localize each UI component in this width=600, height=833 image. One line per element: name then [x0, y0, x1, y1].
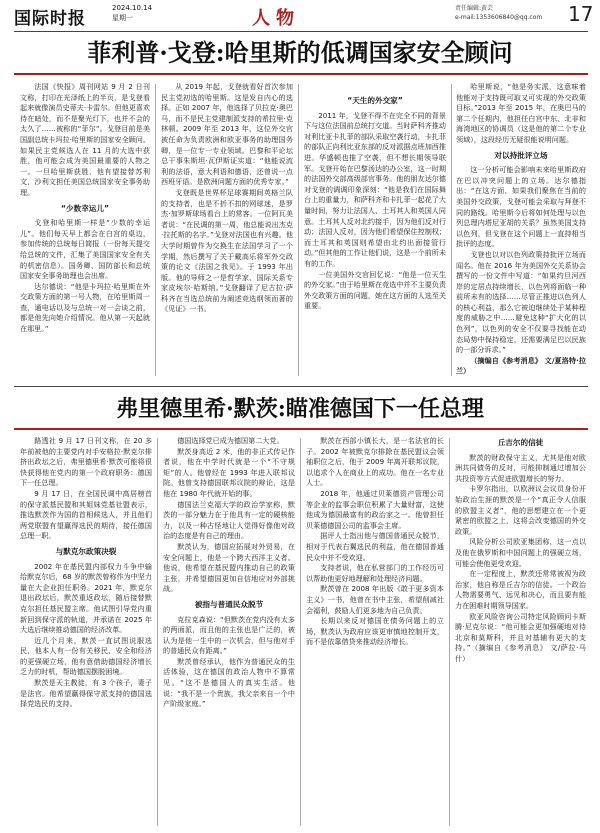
article2-column-1 — [20, 436, 152, 828]
paragraph: 2018 年，他通过贝莱德资产管理公司等企业的监事会职位积累了大量财富，这使他成为德国最富有的政治家之一。他曾担任贝莱德德国公司的监事会主席。 — [306, 488, 444, 530]
paragraph: 德国选择党已成为德国第二大党。 — [177, 436, 284, 445]
masthead — [0, 0, 600, 32]
article1-title-rule — [14, 73, 588, 75]
column-divider — [449, 438, 450, 826]
subheading: “天生的外交家” — [347, 96, 403, 105]
paragraph: 在一定程度上，默茨还常常被视为政治家，他自称是丘吉尔的信徒。一个政治人物需要勇气、远见和决心，而且要有能力在困难时期领导国家。 — [455, 569, 586, 610]
paragraph: 默茨认为，德国应拓展对外贸易，在安全问题上，他是一个跨大西洋主义者。他说，他希望在基民盟内推动自己的政策主张，并希望德国更加自信地应对外部挑战。 — [163, 541, 295, 594]
editor-info — [455, 4, 542, 22]
paragraph: 克拉克森说：“但默茨在党内没有太多的两面派，而且他的主张也是广泛的，被认为是他一生中的一次机会，但与他对手的普通民众有距离。” — [163, 614, 295, 656]
article1-column-3 — [304, 82, 446, 378]
issue-date-block — [112, 3, 152, 23]
paragraph: 2002 年在基民盟内部权力斗争中输给默克尔后，68 岁的默茨曾称作为中坚力量在大企业担任职务。2021 年，默克尔退出政坛后，默茨重返政坛，随后接替默克尔担任基民盟主席。他试图引导党内重新回到保守派的轨道，并承诺在 2025 年大选后继续推动德国的经济改革。 — [20, 561, 152, 635]
section-title: 人物 — [252, 8, 300, 29]
subheading: 与默克尔政策决裂 — [55, 546, 117, 556]
paragraph: 法国《快报》周刊网站 9 月 2 日刊文称，打印在光泽纸上的半页，是戈登看起来就像演员史蒂夫·卡雷尔。但他更喜欢待在暗处，而不是聚光灯下，也并不会的太久了……被称的“菲尔”。戈登目前是美国副总统卡玛拉·哈里斯的国家安全顾问。如果民主党候选人在 11 月的大选中获胜，他可能会成为美国最重要的人物之一。一旦哈里斯获胜，他有望接替苏利文，沙利文担任美国总统国家安全事务助理。 — [20, 82, 150, 197]
paragraph: 风险分析公司欧亚集团称，这一点以及他在俄罗斯和中国问题上的强硬立场，可能会使他更受欢迎。 — [455, 537, 586, 568]
paragraph: 默茨曾在 2008 年出版《敢于更多资本主义》一书，他曾在书中主张，希望削减社会福利，鼓励人们更多地为自己负责。 — [306, 584, 444, 615]
paragraph: 哈里斯说，“他是务实派，这意味着他能对于支持既可取又可实现的外交政策目标。”2013 年至 2015 年，在奥巴马的第二个任期内，他担任白宫中东、北非和海湾地区的协调员（这是他的第二个专业领域），这段经历无疑很能说明问题。 — [456, 82, 586, 144]
paragraph: 长期以来反对德国在债务问题上的立场，默茨认为政府应该更审慎地控制开支，而不是依靠借贷来推动经济增长。 — [306, 616, 444, 647]
paragraph: 达尔德说：“他是卡玛拉·哈里斯在外交政策方面的第一号人物，在哈里斯周一查，通电话以及与总统一对一会谈之前，都是他先向她介绍情况。他从第一天起就在那里。” — [20, 281, 150, 334]
paragraph: 戈登既是世界杯足球赛期间英格兰队的支持者，也是不折不扣的网球迷，是罗杰·加罗斯球场看台上的常客。一位阿瓦美者说：“在民调的第一周，他总能说出杰克·拉托斯的名字。”戈登对法国也有兴趣。他大学时期曾作为交换生在法国学习了一个学期，然后撰写了关于戴高乐将军外交政策的论文《法国之我见》。于 1993 年出版。他的导师之一是哲学家、国际关系专家皮埃尔·哈斯纳。”戈登翻译了尼古拉·萨科齐在当选总统前为阐述竞选纲领而著的《见证》一书。 — [161, 187, 293, 314]
header-divider — [14, 31, 588, 32]
page-number: 17 — [568, 2, 594, 26]
article1-column-2 — [161, 82, 293, 378]
paragraph: 一位美国外交官回忆说：“他是一位天生的外交家。”由于哈里斯在竞选中并不主要负责外交政策方面的问题，她在这方面的人选至关重要。 — [304, 269, 446, 311]
editor-name: 责任编辑:黄芸 — [455, 5, 494, 12]
subheading: 对以持批评立场 — [494, 150, 548, 160]
article-separator — [14, 386, 588, 387]
column-divider — [157, 438, 158, 826]
subheading: “少数幸运儿” — [61, 203, 109, 213]
article2-title-rule — [14, 428, 588, 430]
paragraph: 从 2019 年起，戈登就看好首次参加民主党初选的哈里斯。这是发自内心的选择。正如 2007 年，他选择了贝拉克·奥巴马，而不是民主党建制派支持的希拉里·克林顿。2009 年至 2013 年，这位外交官被任命为负责欧洲和欧亚事务的助理国务卿，是一位专一专业领域。巴黎和平论坛总干事朱斯坦·瓦伊斯证实道：“他能说流利的法语，意大利语和德语，还曾说一点西班牙语。是欧洲问题方面的优秀专家。” — [161, 82, 293, 187]
source-credit: （摘编自《参考消息》 文/夏洛特·拉兰） — [456, 355, 586, 376]
article2-headline: 弗里德里希·默茨:瞄准德国下一任总理 — [116, 396, 484, 422]
issue-date: 2024.10.14 — [112, 4, 153, 12]
paragraph: 默茨是天主教徒，有 3 个孩子，妻子是法官。他希望赢得保守派支持的德国选择党选民的支持。 — [20, 678, 152, 709]
paragraph: 戈登也以对以色列政策持批评立场而闻名。他在 2016 年为美国外交关系协会撰写的一份文件中写道：“如果约旦河西岸的定居点持续增长，以色列将面临一种前所未有的选择……尽管正推进以色列人的核心利益，那么它被迫继续处于某种程度的威胁之中……避免这种“扩大化的以色列”，以色列的安全不仅要寻找能在动态局势中保持稳定，还需要满足巴以民族的一部分诉求。” — [456, 249, 586, 355]
newspaper-logo: 国际时报 — [14, 9, 86, 29]
paragraph: 近几个月来，默茨一直试图说服选民，他本人有一份有关移民、安全和经济的更强硬立场，他有意借助德国经济增长乏力的时机，帮助德国摆脱困境。 — [20, 635, 152, 677]
column-divider — [298, 84, 299, 376]
editor-email: e-mail:1353606840@qq.com — [455, 14, 543, 21]
subheading: 丘吉尔的信徒 — [497, 438, 544, 447]
article2-column-3 — [306, 436, 444, 828]
paragraph: 卡罗尔指出，以欧洲议会议员身份开始政治生涯的默茨是一个“真正令人信服的欧盟主义者”，他的思想建立在一个更紧密的欧盟之上，这将会改变德国的外交政策。 — [455, 484, 586, 536]
paragraph: 这一分析可能会影响未来哈里斯政府在巴以冲突问题上的立场。达尔德指出：“在这方面，如果我们聚焦在当前的美国外交政策，戈登可能会采取与拜登不同的路线。哈里斯今后将如何处理与以色列总理内塔尼亚胡的关系？虽然美国支持以色列，但戈登在这个问题上一直持相当批评的态度。 — [456, 165, 586, 249]
paragraph: 据评人士指出他与德国普通民众脱节，相对于代表右翼选民的利益，他在德国普通民众中并不受欢迎。 — [306, 531, 444, 562]
article2-column-4 — [455, 436, 586, 828]
paragraph: 德国法兰克福大学的政治学家称，默茨的一部分魅力在于他具有一定的硬核能力，以及一种古怪地让人觉得好像他对政治的态度是有自己的理由。 — [163, 499, 295, 541]
article2-column-2 — [163, 436, 295, 828]
paragraph: 戈登和哈里斯一样是“少数的幸运儿”。他们每天早上都会在白宫的桌边，参加传统的总统每日简报（一份每天提交给总统的文件，汇集了美国国家安全有关的机密信息）。国务卿、国防部长和总统国家安全事务助理也会出席。 — [20, 218, 150, 281]
column-divider — [155, 84, 156, 376]
paragraph: 欧亚风险咨询公司特定风险顾问卡斯腾·尼克尔说：“他可能会更加强硬地对待北京和莫斯科，并且对基辅有更大的支持。”（摘编自《参考消息》 文/萨拉·马什） — [455, 611, 586, 663]
paragraph: 9 月 17 日，在全国民调中高居榜首的保守派基民盟和其姐妹党基社盟表示，推选默茨作为国的首相候选人，并且他们两党联盟有望赢得选民的期待，接任德国总理一职。 — [20, 488, 152, 541]
article1-headline: 菲利普·戈登:哈里斯的低调国家安全顾问 — [87, 38, 513, 67]
article1-column-1 — [20, 82, 150, 378]
column-divider — [451, 84, 452, 376]
issue-weekday: 星期一 — [112, 14, 133, 22]
paragraph: 支持者说，他在私营部门的工作经历可以帮助他更好地理解和处理经济问题。 — [306, 563, 444, 583]
column-divider — [300, 438, 301, 826]
paragraph: 2011 年，戈登不得不在完全不同的背景下与这位法国前总统打交道。当时萨科齐推动对利比亚卡扎菲的部队采取空袭行动，卡扎菲的部队正向利比亚东部的反对派据点班加西推进。华盛顿也推了空袭，但不想长期领导联军。戈登开始在巴黎汤达的办公室，这一时期的法国外交部高级部官事务。他的朋友达尔德对戈登的调调印象深刻：“他是我们在国际舞台上的重量力，和萨科齐和卡扎菲一起花了大量时间，努力让法国人、土耳其人和英国人同意。土耳其人反对北约接手，因为他们反对行动；法国人反对，因为他们希望保住控制权；而土耳其和英国则希望由北约出面接管行动。”但其他的工作让他们说，这是一个前所未有的工作。 — [304, 110, 446, 268]
paragraph: 路透社 9 月 17 日刊文称，在 20 多年前被他的主要党内对手安格拉·默克尔排挤出政坛之后，弗里德里希·默茨可能将很快获得他在党内的第一个政府职务：德国下一任总理。 — [20, 436, 152, 488]
paragraph: 默茨曾经承认，他作为普通民众的生活体验，这在德国的政治人物中不算常见。“这不是德国人的真实生活。他说：“我不是一个贵族，我父亲来自一个中产阶级家庭。” — [163, 656, 295, 709]
article1-column-4 — [456, 82, 586, 378]
paragraph: 默茨的财政保守主义，尤其是他对欧洲共同债务的反对，可能抑制通过增加公共投资等方式促进欧盟增长的努力。 — [455, 452, 586, 483]
subheading: 被指与普通民众脱节 — [194, 599, 264, 609]
paragraph: 默茨在西部小镇长大，是一名法官的长子。2002 年被默克尔排除在基民盟议会领袖职位之后，他于 2009 年离开联邦议院，以追求个人在商业上的成功。他在一名专业人士。 — [306, 436, 444, 488]
paragraph: 默茨身高近 2 米，他的非正式传记作者说，他在中学时代就是一个“不守规矩”的人。他曾经在 1993 年进入联邦议院。他曾支持德国联邦议院的辩论，这是他在 1980 年代就开始的事。 — [163, 446, 295, 498]
